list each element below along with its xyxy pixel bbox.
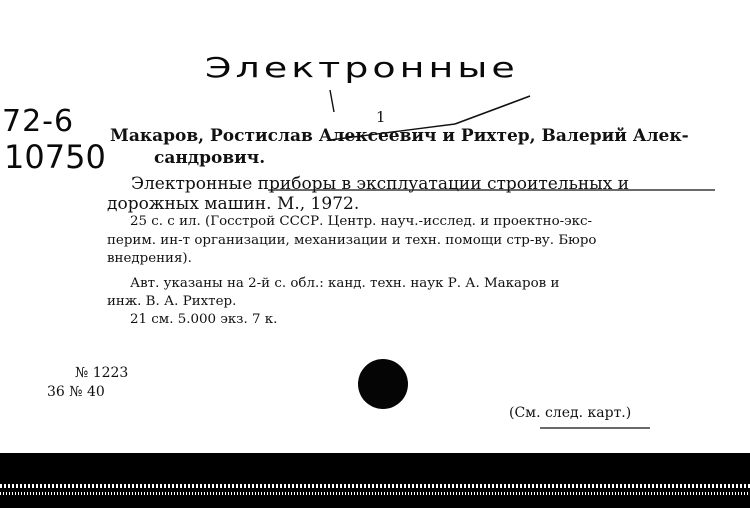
author-note: Авт. указаны на 2-й с. обл.: канд. техн. наук Р. А. Макаров и	[130, 276, 560, 291]
underline-stroke	[455, 96, 530, 124]
imprint-line: 25 с. с ил. (Госстрой СССР. Центр. науч.-исслед. и проектно-экс-	[130, 214, 593, 229]
scan-border	[0, 453, 750, 508]
imprint-line: перим. ин-т организации, механизации и техн. помощи стр-ву. Бюро	[107, 233, 597, 248]
call-number-line-1: 72-6	[2, 104, 75, 139]
author-heading-continued: сандрович.	[154, 148, 266, 168]
book-title: Электронные приборы в эксплуатации строительных и	[131, 174, 630, 194]
entry-number: 1	[376, 108, 386, 126]
call-number-line-2: 10750	[4, 138, 106, 176]
scan-noise	[0, 492, 750, 495]
record-number: № 1223	[75, 365, 129, 381]
scan-noise	[0, 484, 750, 488]
punch-hole	[358, 359, 408, 409]
book-title-continued: дорожных машин. М., 1972.	[107, 194, 360, 214]
author-note-continued: инж. В. А. Рихтер.	[107, 294, 237, 309]
imprint-line: внедрения).	[107, 251, 192, 266]
physical-description: 21 см. 5.000 экз. 7 к.	[130, 312, 278, 327]
author-heading: Макаров, Ростислав Алексеевич и Рихтер, Валерий Алек-	[110, 126, 689, 146]
handwritten-subject: Электронные	[205, 52, 519, 84]
record-number-secondary: 36 № 40	[47, 384, 105, 400]
underline-stroke	[330, 90, 334, 112]
continuation-note: (См. след. карт.)	[509, 405, 632, 421]
